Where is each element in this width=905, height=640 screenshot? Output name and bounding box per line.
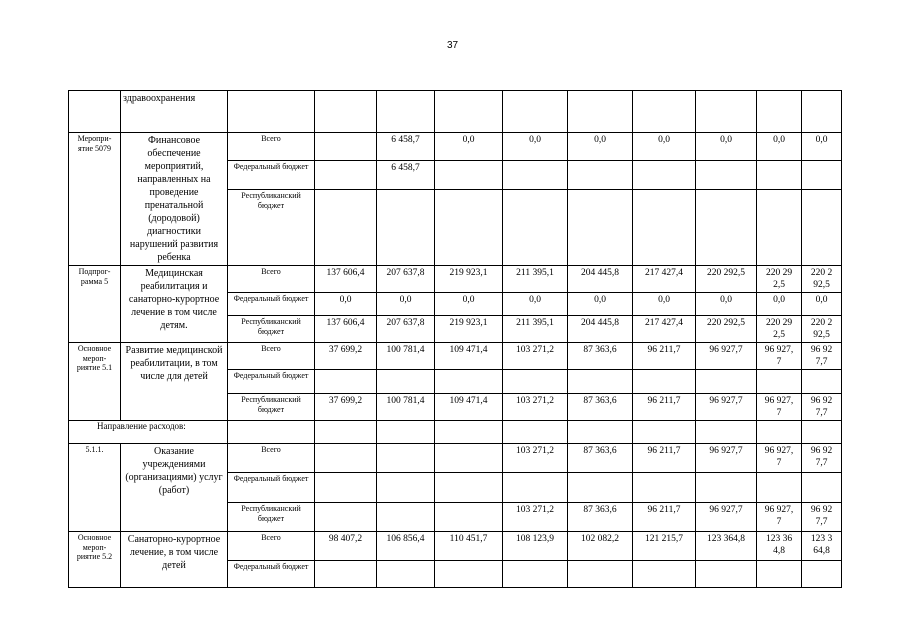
value-cell: 103 271,2 — [503, 503, 568, 532]
budget-table — [68, 90, 842, 588]
value-cell: 204 445,8 — [568, 316, 633, 343]
funding-source-cell: Федеральный бюджет — [228, 561, 315, 588]
value-cell: 106 856,4 — [377, 532, 435, 561]
value-cell: 98 407,2 — [315, 532, 377, 561]
value-cell: 102 082,2 — [568, 532, 633, 561]
value-cell: 220 292,5 — [696, 266, 757, 293]
program-name-cell: Финансовое обеспечение мероприятий, направленных на проведение пренатальной (дородовой) диагностики нарушений развития ребенка — [121, 133, 228, 266]
value-cell: 0,0 — [802, 293, 842, 316]
value-cell — [435, 189, 503, 265]
value-cell: 0,0 — [696, 293, 757, 316]
value-cell — [315, 133, 377, 161]
value-cell: 96 927, 7 — [757, 343, 802, 370]
value-cell: 0,0 — [633, 293, 696, 316]
value-cell: 211 395,1 — [503, 316, 568, 343]
value-cell: 0,0 — [377, 293, 435, 316]
value-cell — [568, 421, 633, 444]
table-row — [69, 444, 842, 473]
value-cell: 0,0 — [696, 133, 757, 161]
direction-label: Направление расходов: — [69, 421, 228, 444]
value-cell: 207 637,8 — [377, 266, 435, 293]
value-cell — [696, 189, 757, 265]
value-cell — [503, 421, 568, 444]
value-cell — [503, 370, 568, 394]
program-name-cell: Медицинская реабилитация и санаторно-курортное лечение в том числе детям. — [121, 266, 228, 343]
value-cell — [696, 91, 757, 133]
value-cell: 96 211,7 — [633, 444, 696, 473]
value-cell: 96 927,7 — [696, 444, 757, 473]
value-cell: 0,0 — [315, 293, 377, 316]
value-cell: 109 471,4 — [435, 343, 503, 370]
program-name-cell: здравоохранения — [121, 91, 228, 133]
value-cell — [377, 421, 435, 444]
program-name-cell: Санаторно-курортное лечение, в том числе детей — [121, 532, 228, 588]
value-cell: 219 923,1 — [435, 266, 503, 293]
value-cell — [696, 473, 757, 503]
value-cell: 123 3 64,8 — [802, 532, 842, 561]
value-cell: 123 36 4,8 — [757, 532, 802, 561]
value-cell: 109 471,4 — [435, 394, 503, 421]
value-cell: 96 211,7 — [633, 394, 696, 421]
value-cell — [315, 160, 377, 189]
value-cell — [696, 421, 757, 444]
value-cell: 96 92 7,7 — [802, 343, 842, 370]
value-cell — [503, 189, 568, 265]
value-cell — [568, 160, 633, 189]
program-name-cell: Оказание учреждениями (организациями) услуг (работ) — [121, 444, 228, 532]
value-cell: 220 292,5 — [696, 316, 757, 343]
value-cell — [757, 91, 802, 133]
value-cell — [757, 561, 802, 588]
value-cell: 0,0 — [802, 133, 842, 161]
funding-source-cell: Республиканский бюджет — [228, 503, 315, 532]
funding-source-cell: Всего — [228, 343, 315, 370]
value-cell: 0,0 — [757, 133, 802, 161]
value-cell: 217 427,4 — [633, 316, 696, 343]
value-cell: 220 29 2,5 — [757, 316, 802, 343]
funding-source-cell: Федеральный бюджет — [228, 160, 315, 189]
value-cell — [802, 370, 842, 394]
value-cell: 87 363,6 — [568, 343, 633, 370]
funding-source-cell: Федеральный бюджет — [228, 473, 315, 503]
table-row — [69, 343, 842, 370]
value-cell — [802, 421, 842, 444]
funding-source-cell: Всего — [228, 266, 315, 293]
value-cell — [435, 421, 503, 444]
value-cell: 204 445,8 — [568, 266, 633, 293]
value-cell — [315, 421, 377, 444]
value-cell — [435, 561, 503, 588]
table-row — [69, 91, 842, 133]
value-cell: 0,0 — [503, 293, 568, 316]
value-cell — [435, 91, 503, 133]
value-cell — [435, 160, 503, 189]
source-cell — [228, 421, 315, 444]
value-cell: 37 699,2 — [315, 394, 377, 421]
program-name-cell: Развитие медицинской реабилитации, в том числе для детей — [121, 343, 228, 421]
value-cell: 0,0 — [435, 293, 503, 316]
value-cell — [568, 189, 633, 265]
value-cell: 96 927,7 — [696, 394, 757, 421]
funding-source-cell: Республиканский бюджет — [228, 189, 315, 265]
table-row — [69, 532, 842, 561]
value-cell: 6 458,7 — [377, 133, 435, 161]
value-cell: 211 395,1 — [503, 266, 568, 293]
value-cell: 219 923,1 — [435, 316, 503, 343]
value-cell — [568, 91, 633, 133]
value-cell: 96 211,7 — [633, 503, 696, 532]
value-cell — [696, 561, 757, 588]
value-cell: 87 363,6 — [568, 503, 633, 532]
value-cell: 103 271,2 — [503, 394, 568, 421]
value-cell: 96 92 7,7 — [802, 503, 842, 532]
value-cell — [757, 421, 802, 444]
value-cell — [377, 91, 435, 133]
value-cell — [696, 160, 757, 189]
value-cell: 137 606,4 — [315, 266, 377, 293]
value-cell: 96 927, 7 — [757, 503, 802, 532]
value-cell: 96 927, 7 — [757, 444, 802, 473]
value-cell — [435, 503, 503, 532]
value-cell: 220 2 92,5 — [802, 266, 842, 293]
value-cell — [503, 473, 568, 503]
funding-source-cell: Федеральный бюджет — [228, 293, 315, 316]
value-cell — [377, 444, 435, 473]
value-cell: 0,0 — [503, 133, 568, 161]
value-cell — [633, 91, 696, 133]
value-cell — [633, 189, 696, 265]
value-cell: 96 211,7 — [633, 343, 696, 370]
value-cell: 220 2 92,5 — [802, 316, 842, 343]
value-cell — [315, 503, 377, 532]
funding-source-cell: Федеральный бюджет — [228, 370, 315, 394]
value-cell: 0,0 — [435, 133, 503, 161]
value-cell: 121 215,7 — [633, 532, 696, 561]
value-cell: 103 271,2 — [503, 343, 568, 370]
value-cell — [503, 91, 568, 133]
value-cell: 6 458,7 — [377, 160, 435, 189]
table-row — [69, 266, 842, 293]
value-cell — [757, 189, 802, 265]
value-cell — [315, 444, 377, 473]
value-cell — [757, 160, 802, 189]
page-number: 37 — [446, 40, 459, 51]
value-cell: 96 92 7,7 — [802, 444, 842, 473]
value-cell — [802, 561, 842, 588]
value-cell: 207 637,8 — [377, 316, 435, 343]
value-cell — [802, 189, 842, 265]
value-cell — [315, 473, 377, 503]
value-cell: 0,0 — [568, 293, 633, 316]
value-cell: 110 451,7 — [435, 532, 503, 561]
value-cell — [435, 370, 503, 394]
value-cell — [633, 473, 696, 503]
value-cell — [435, 444, 503, 473]
value-cell: 96 927,7 — [696, 343, 757, 370]
value-cell — [377, 370, 435, 394]
value-cell — [503, 160, 568, 189]
funding-source-cell: Всего — [228, 444, 315, 473]
value-cell — [633, 421, 696, 444]
value-cell: 87 363,6 — [568, 394, 633, 421]
value-cell — [568, 473, 633, 503]
value-cell — [377, 503, 435, 532]
value-cell: 217 427,4 — [633, 266, 696, 293]
value-cell: 96 927, 7 — [757, 394, 802, 421]
value-cell: 123 364,8 — [696, 532, 757, 561]
value-cell: 108 123,9 — [503, 532, 568, 561]
value-cell — [315, 91, 377, 133]
table-row — [69, 133, 842, 161]
value-cell — [377, 189, 435, 265]
value-cell — [757, 370, 802, 394]
value-cell — [568, 561, 633, 588]
value-cell — [315, 370, 377, 394]
value-cell — [315, 561, 377, 588]
value-cell: 137 606,4 — [315, 316, 377, 343]
value-cell: 96 927,7 — [696, 503, 757, 532]
value-cell — [568, 370, 633, 394]
value-cell — [377, 473, 435, 503]
value-cell — [696, 370, 757, 394]
funding-source-cell: Всего — [228, 532, 315, 561]
funding-source-cell — [228, 91, 315, 133]
value-cell — [435, 473, 503, 503]
value-cell: 220 29 2,5 — [757, 266, 802, 293]
value-cell — [633, 561, 696, 588]
value-cell: 0,0 — [568, 133, 633, 161]
value-cell — [633, 160, 696, 189]
program-code-cell: Основное мероп- риятие 5.2 — [69, 532, 121, 588]
value-cell — [315, 189, 377, 265]
value-cell: 96 92 7,7 — [802, 394, 842, 421]
value-cell: 100 781,4 — [377, 394, 435, 421]
value-cell — [802, 160, 842, 189]
value-cell: 100 781,4 — [377, 343, 435, 370]
funding-source-cell: Республиканский бюджет — [228, 394, 315, 421]
program-code-cell: Меропри- ятие 5079 — [69, 133, 121, 266]
value-cell: 87 363,6 — [568, 444, 633, 473]
funding-source-cell: Всего — [228, 133, 315, 161]
value-cell: 0,0 — [757, 293, 802, 316]
program-code-cell: Основное мероп- риятие 5.1 — [69, 343, 121, 421]
value-cell: 0,0 — [633, 133, 696, 161]
value-cell — [503, 561, 568, 588]
value-cell — [757, 473, 802, 503]
value-cell — [802, 91, 842, 133]
value-cell — [633, 370, 696, 394]
table-row — [69, 421, 842, 444]
value-cell: 103 271,2 — [503, 444, 568, 473]
program-code-cell: 5.1.1. — [69, 444, 121, 532]
funding-source-cell: Республиканский бюджет — [228, 316, 315, 343]
program-code-cell: Подпрог- рамма 5 — [69, 266, 121, 343]
value-cell: 37 699,2 — [315, 343, 377, 370]
value-cell — [802, 473, 842, 503]
value-cell — [377, 561, 435, 588]
program-code-cell — [69, 91, 121, 133]
